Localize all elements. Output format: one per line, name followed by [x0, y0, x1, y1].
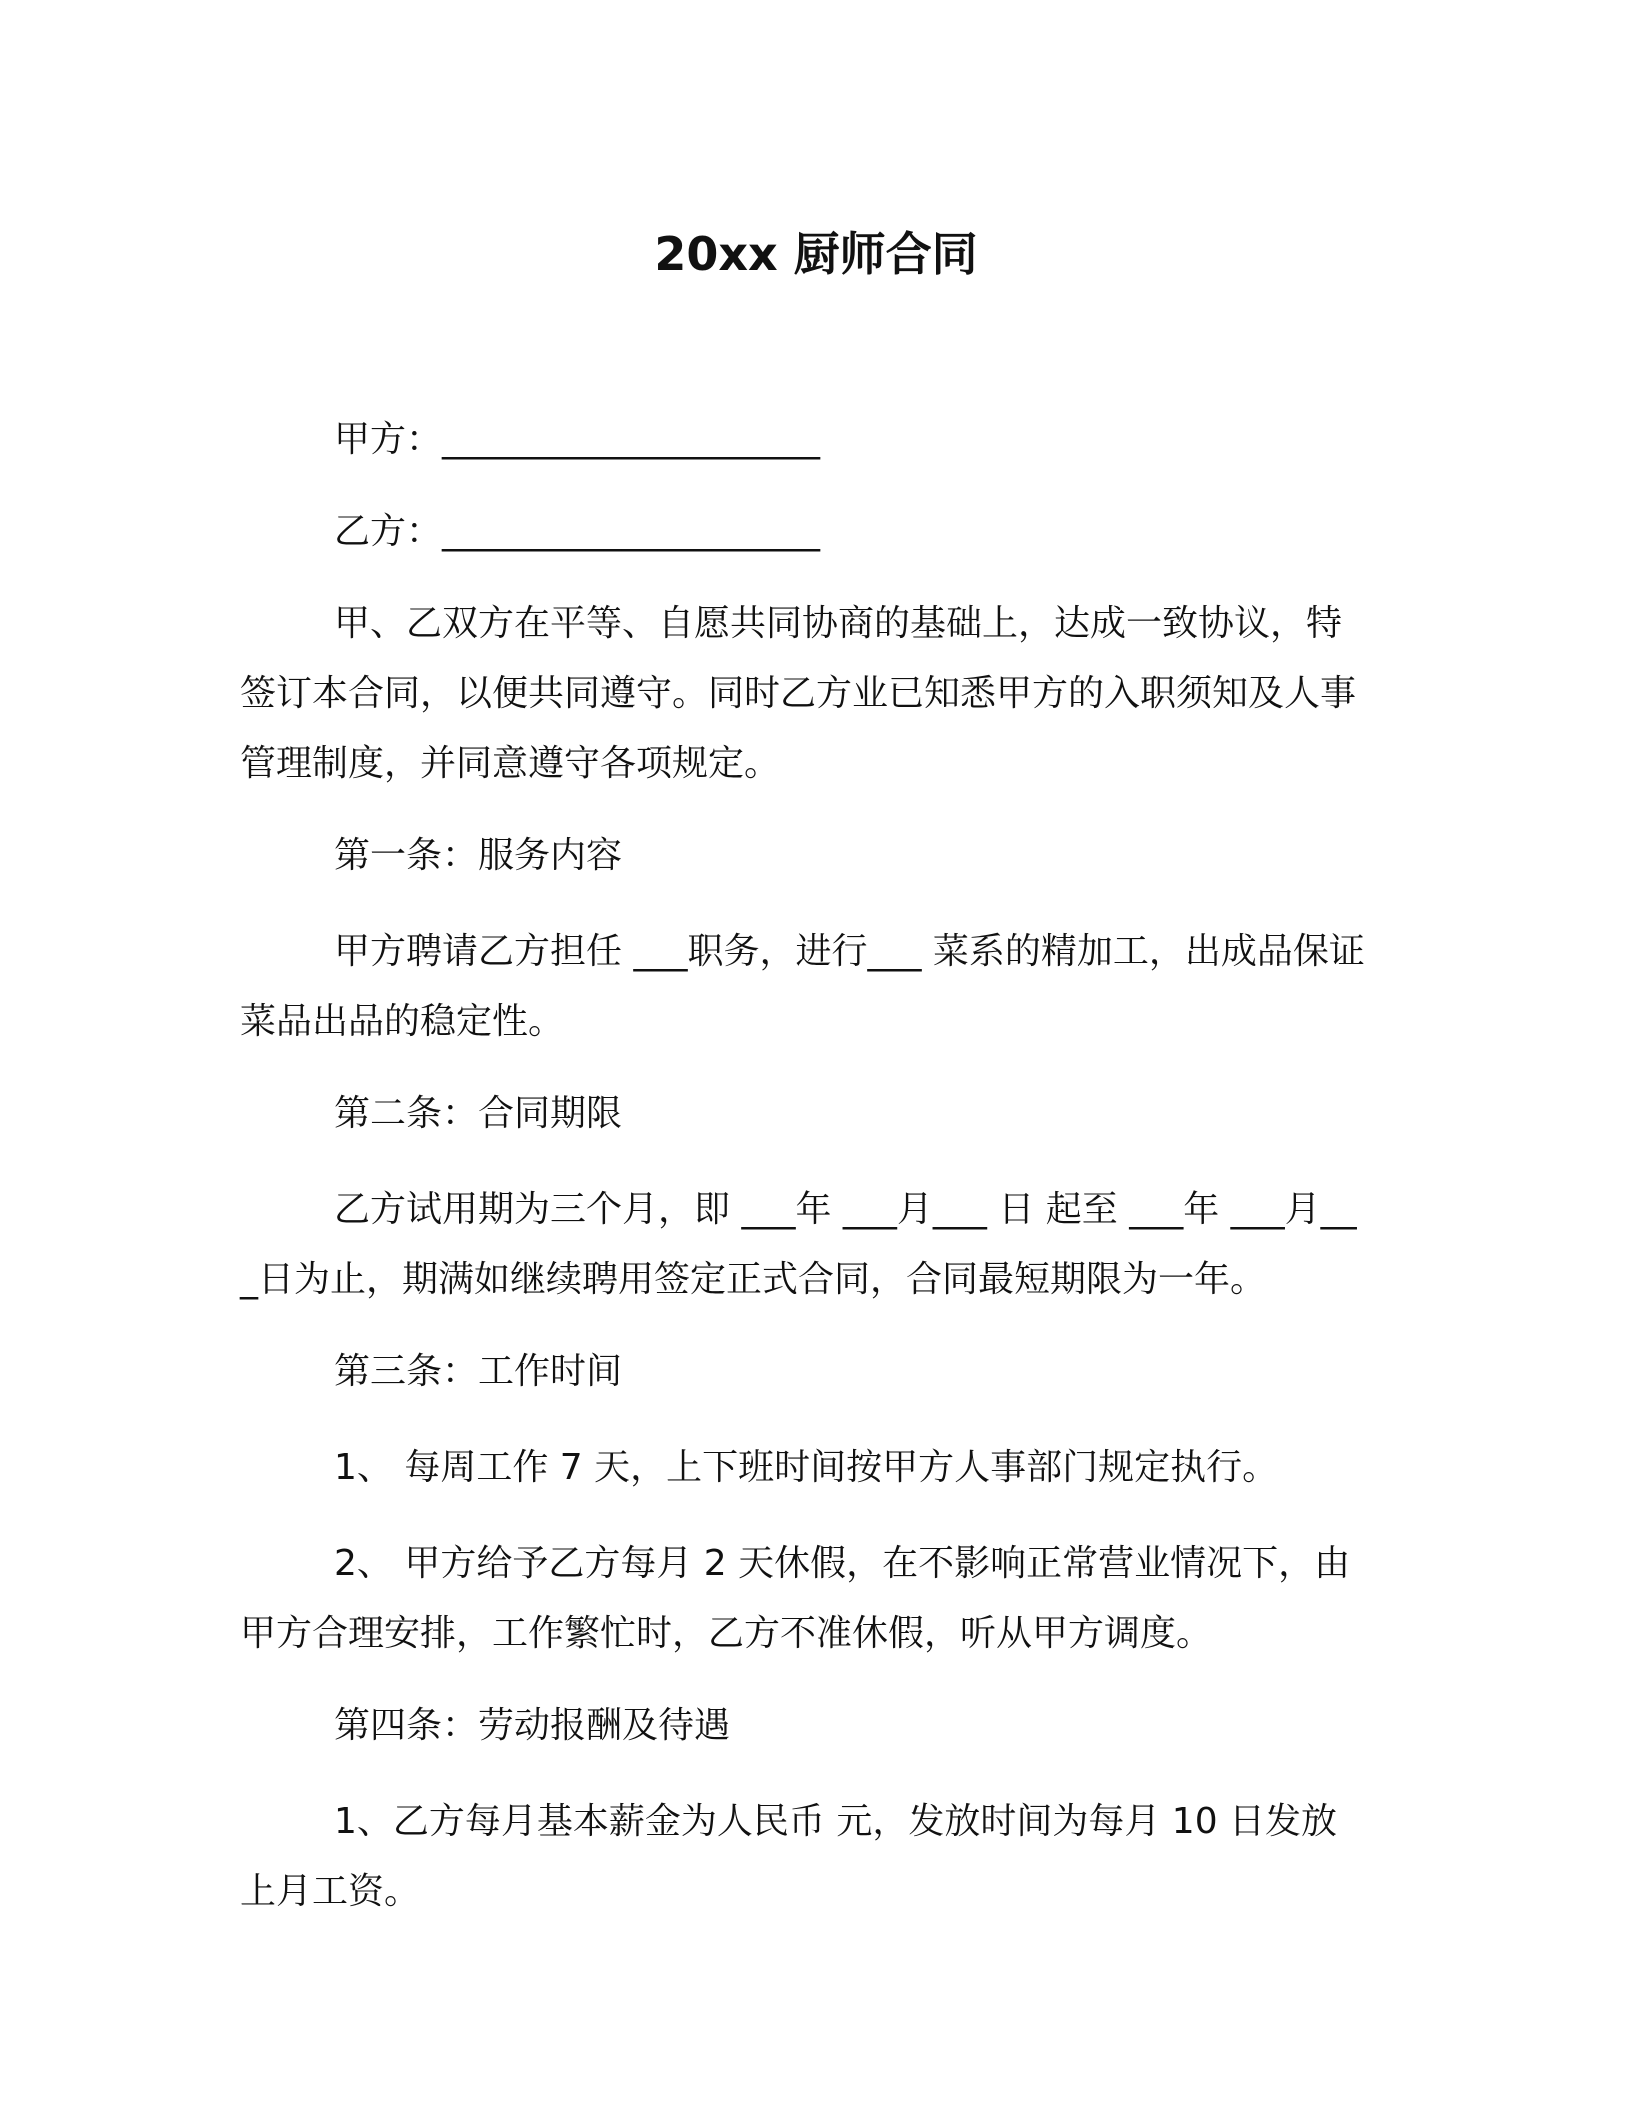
party-b-line: 乙方：_____________________ — [334, 511, 821, 552]
article-2-text: 乙方试用期为三个月，即 ___年 ___月___ 日 起至 ___年 ___月___日为止，期满如继续聘用签定正式合同，合同最短期限为一年。 — [240, 1189, 1357, 1300]
article-2-heading: 第二条：合同期限 — [334, 1093, 623, 1134]
article-3-item-1: 1、 每周工作 7 天，上下班时间按甲方人事部门规定执行。 — [334, 1447, 1279, 1488]
article-4-heading: 第四条：劳动报酬及待遇 — [334, 1705, 731, 1746]
article-3-heading: 第三条：工作时间 — [334, 1351, 623, 1392]
document-title: 20xx 厨师合同 — [654, 227, 978, 281]
article-1-text: 甲方聘请乙方担任 ___职务，进行___ 菜系的精加工，出成品保证菜品出品的稳定性。 — [240, 931, 1365, 1042]
article-3-item-2: 2、 甲方给予乙方每月 2 天休假，在不影响正常营业情况下，由甲方合理安排，工作繁忙时，乙方不准休假，听从甲方调度。 — [240, 1543, 1351, 1654]
article-4-item-1: 1、乙方每月基本薪金为人民币 元，发放时间为每月 10 日发放上月工资。 — [240, 1801, 1338, 1912]
article-1-heading: 第一条：服务内容 — [334, 835, 623, 876]
document-body — [240, 405, 1365, 1927]
intro-paragraph: 甲、乙双方在平等、自愿共同协商的基础上，达成一致协议，特签订本合同，以便共同遵守。同时乙方业已知悉甲方的入职须知及人事管理制度，并同意遵守各项规定。 — [240, 603, 1357, 784]
party-a-line: 甲方：_____________________ — [334, 419, 821, 460]
